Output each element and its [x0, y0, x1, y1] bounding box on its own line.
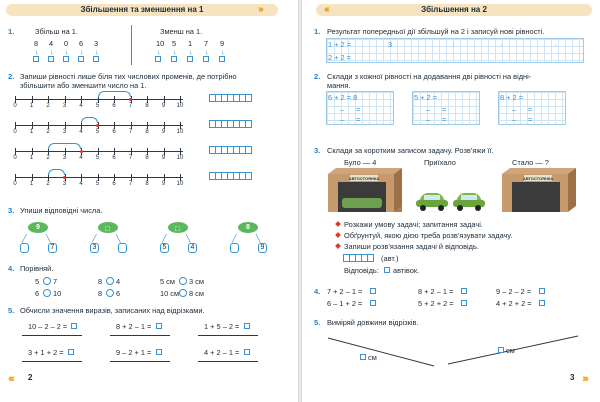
left-page-title: Збільшення та зменшення на 1	[80, 5, 204, 14]
r-task-5-segments	[322, 330, 592, 370]
task-5-number: 5.	[8, 306, 15, 315]
ray-tick	[164, 122, 165, 129]
number-ray	[15, 174, 183, 186]
garage-left-sign: АВТОСТОЯНКА	[348, 176, 380, 181]
r-task-5-text: Виміряй довжини відрізків.	[327, 318, 419, 327]
ray-tick-label: 7	[128, 181, 133, 187]
task-3-number: 3.	[8, 206, 15, 215]
ray-tick	[15, 174, 16, 181]
branch-left-icon: ╱	[92, 234, 97, 243]
right-page-title: Збільшення на 2	[421, 5, 487, 14]
task-1a-answer-box[interactable]	[33, 56, 39, 62]
r-task-4-answer-box[interactable]	[370, 300, 376, 306]
ray-tick-label: 8	[145, 155, 149, 161]
ray-tick	[180, 174, 181, 181]
ray-tick-label: 4	[79, 181, 83, 187]
ray-tick-label: 0	[13, 103, 17, 109]
ray-tick	[131, 174, 132, 181]
r-task-2-minus-sign: –	[512, 115, 517, 124]
r-task-2-minus-sign: –	[426, 115, 431, 124]
r-task-2-minus-sign: –	[340, 115, 345, 124]
ray-tick-label: 5	[95, 155, 100, 161]
oval-empty-square-icon: □	[175, 224, 180, 233]
task-1a-answer-box[interactable]	[63, 56, 69, 62]
ray-tick	[147, 174, 148, 181]
r-task-4-answer-box[interactable]	[370, 288, 376, 294]
arrow-down-icon: ↓	[80, 47, 84, 56]
task-1-divider	[131, 25, 132, 65]
ray-tick	[114, 122, 115, 129]
segment-line	[198, 335, 258, 336]
r-task-2-equals-sign: =	[442, 115, 447, 124]
car-2-icon	[453, 193, 485, 211]
ray-tick	[98, 96, 99, 103]
r-task-3-bullet-1: Розкажи умову задачі; запитання задачі.	[344, 220, 483, 229]
ray-tick-label: 4	[79, 129, 83, 135]
r-task-4-answer-box[interactable]	[539, 288, 545, 294]
task-1b-answer-box[interactable]	[155, 56, 161, 62]
task-1b-value: 1	[188, 39, 193, 48]
r-task-2-equals-sign: =	[528, 115, 533, 124]
ray-tick	[114, 174, 115, 181]
number-ray	[15, 96, 183, 108]
ray-line	[15, 125, 183, 126]
task-1a-answer-box[interactable]	[78, 56, 84, 62]
r-task-2-equation: 6 + 2 = 8	[328, 93, 358, 102]
ray-tick	[180, 96, 181, 103]
task-1a-value: 4	[49, 39, 54, 48]
ray-tick-label: 9	[161, 103, 166, 109]
ray-tick-label: 2	[46, 181, 50, 187]
ray-tick-label: 7	[128, 103, 133, 109]
left-page-number: 2	[28, 373, 33, 382]
compare-left-value: 8	[98, 289, 103, 298]
ray-tick-label: 1	[29, 103, 34, 109]
ray-tick-label: 1	[29, 155, 34, 161]
arrow-down-icon: ↓	[189, 47, 193, 56]
r-task-1-mark-2: ·	[500, 40, 503, 49]
task-1a-answer-box[interactable]	[93, 56, 99, 62]
bullet-icon	[335, 243, 341, 249]
r-task-1-mark-3: ·	[554, 40, 557, 49]
ray-tick-label: 7	[128, 155, 133, 161]
part-box-right[interactable]	[118, 243, 127, 253]
r-task-4-number: 4.	[314, 287, 321, 296]
number-oval[interactable]: 9	[28, 222, 48, 233]
arrow-down-icon: ↓	[173, 47, 177, 56]
ray-tick	[65, 122, 66, 129]
jump-arrow-icon	[48, 143, 81, 149]
compare-right-value: 8 см	[189, 289, 204, 298]
r-task-1-first-result: 3	[388, 40, 393, 49]
ray-tick	[15, 122, 16, 129]
compare-left-value: 10 см	[160, 289, 180, 298]
ray-tick-label: 3	[62, 181, 67, 187]
ray-tick	[48, 148, 49, 155]
r-task-1-text: Результат попередньої дії збільшуй на 2 і записуй нові рівності.	[327, 27, 545, 36]
ray-tick-label: 2	[46, 155, 50, 161]
compare-right-value: 6	[116, 289, 121, 298]
chevron-right-icon: ›››	[582, 373, 587, 385]
r-task-1-mark-1: ·	[452, 40, 455, 49]
task-1b-answer-box[interactable]	[203, 56, 209, 62]
ray-tick	[98, 174, 99, 181]
r-task-3-number: 3.	[314, 146, 321, 155]
chevron-left-icon: ‹‹‹	[8, 373, 13, 385]
ray-tick	[180, 122, 181, 129]
part-box-left[interactable]	[20, 243, 29, 253]
ray-tick	[147, 122, 148, 129]
ray-tick	[32, 122, 33, 129]
ray-tick	[48, 174, 49, 181]
car-1-icon	[416, 193, 448, 211]
task-1b-value: 7	[204, 39, 209, 48]
ray-tick	[81, 174, 82, 181]
r-task-2-minus-sign: –	[426, 105, 431, 114]
branch-right-icon: ╲	[116, 234, 121, 243]
ray-tick-label: 4	[79, 155, 83, 161]
ray-line	[15, 99, 183, 100]
ray-tick-label: 8	[145, 181, 149, 187]
jump-arrow-icon	[48, 169, 65, 175]
arrow-down-icon: ↓	[95, 47, 99, 56]
ray-tick-label: 10	[176, 181, 184, 187]
part-box-right[interactable]: 4	[188, 243, 197, 253]
ray-tick	[147, 148, 148, 155]
compare-right-value: 10	[53, 289, 62, 298]
chevron-right-icon: ›››	[258, 4, 262, 15]
ray-equation-cells[interactable]	[210, 172, 252, 180]
task-1b-value: 9	[220, 39, 225, 48]
ray-tick	[164, 96, 165, 103]
ray-point-icon	[80, 150, 83, 153]
task-2-number: 2.	[8, 72, 15, 81]
compare-right-value: 7	[53, 277, 58, 286]
r-task-3-label-became: Стало — ?	[512, 158, 549, 167]
task-1a-value: 0	[64, 39, 69, 48]
compare-right-value: 3 см	[189, 277, 204, 286]
r-task-4-expression: 9 – 2 – 2 =	[496, 287, 532, 296]
r-task-2-equals-sign: =	[442, 105, 447, 114]
segment-line	[198, 361, 258, 362]
expression-answer-box[interactable]	[68, 349, 74, 355]
arrow-down-icon: ↓	[50, 47, 54, 56]
ray-tick	[65, 96, 66, 103]
ray-tick-label: 5	[95, 103, 100, 109]
r-task-2-equals-sign: =	[528, 105, 533, 114]
task-5-text: Обчисли значення виразів, записаних над відрізками.	[20, 306, 205, 315]
task-3-text: Упиши відповідні числа.	[20, 206, 103, 215]
ray-tick	[147, 96, 148, 103]
task-2-text-line1: Запиши рівності лише біля тих числових променів, де потрібно	[20, 72, 237, 81]
ray-tick-label: 3	[62, 129, 67, 135]
task-1b-answer-box[interactable]	[187, 56, 193, 62]
garage-right-sign: АВТОСТОЯНКА	[522, 176, 554, 181]
ray-point-icon	[63, 176, 66, 179]
ray-tick	[65, 148, 66, 155]
part-box-right[interactable]: 9	[258, 243, 267, 253]
r-task-3-label-arrived: Приїхало	[424, 158, 456, 167]
task-4-text: Порівняй.	[20, 264, 54, 273]
ray-point-icon	[129, 98, 132, 101]
ray-tick-label: 0	[13, 181, 17, 187]
task-1b-value: 5	[172, 39, 177, 48]
r-task-4-expression: 5 + 2 + 2 =	[418, 299, 454, 308]
compare-circle[interactable]	[179, 277, 187, 285]
r-task-1-number: 1.	[314, 27, 321, 36]
compare-left-value: 5	[35, 277, 40, 286]
ray-tick	[48, 122, 49, 129]
expression-text: 9 – 2 + 1 =	[116, 348, 152, 357]
jump-arrow-icon	[98, 91, 131, 97]
task-1a-answer-box[interactable]	[48, 56, 54, 62]
ray-tick-label: 9	[161, 129, 166, 135]
compare-right-value: 4	[116, 277, 121, 286]
r-task-4-answer-box[interactable]	[461, 300, 467, 306]
ray-tick-label: 3	[62, 103, 67, 109]
ray-tick-label: 6	[112, 155, 116, 161]
ray-tick	[81, 96, 82, 103]
oval-empty-square-icon: □	[105, 224, 110, 233]
task-1b-label: Зменш на 1.	[160, 27, 203, 36]
left-page	[0, 0, 298, 402]
right-header-bar	[316, 4, 592, 16]
ray-line	[15, 151, 183, 152]
segment-line	[22, 361, 82, 362]
ray-tick-label: 6	[112, 129, 116, 135]
r-task-2-number: 2.	[314, 72, 321, 81]
r-task-5-unit-1: см	[368, 353, 377, 362]
expression-answer-box[interactable]	[156, 349, 162, 355]
r-task-3-answer-prefix: Відповідь:	[344, 266, 379, 275]
right-page	[302, 0, 600, 402]
arrow-down-icon: ↓	[205, 47, 209, 56]
ray-tick-label: 10	[176, 155, 184, 161]
expression-text: 4 + 2 – 1 =	[204, 348, 240, 357]
r-task-3-bullet-2: Обґрунтуй, якою дією треба розв’язувати задачу.	[344, 231, 513, 240]
part-box-left[interactable]: 3	[90, 243, 99, 253]
segment-line	[110, 361, 170, 362]
r-task-3-label-was: Було — 4	[344, 158, 377, 167]
ray-tick-label: 9	[161, 155, 166, 161]
expression-text: 3 + 1 + 2 =	[28, 348, 64, 357]
part-box-left[interactable]: 5	[160, 243, 169, 253]
right-page-number: 3	[570, 373, 575, 382]
task-1b-answer-box[interactable]	[171, 56, 177, 62]
ray-tick-label: 1	[29, 181, 34, 187]
part-box-left[interactable]	[230, 243, 239, 253]
ray-tick-label: 1	[29, 129, 34, 135]
r-task-5-answer-box-1[interactable]	[360, 354, 366, 360]
expression-text: 10 – 2 – 2 =	[28, 322, 68, 331]
ray-tick-label: 2	[46, 103, 50, 109]
task-1a-value: 3	[94, 39, 99, 48]
expression-text: 8 + 2 – 1 =	[116, 322, 152, 331]
ray-tick	[164, 174, 165, 181]
r-task-2-equals-sign: =	[356, 115, 361, 124]
arrow-down-icon: ↓	[221, 47, 225, 56]
ray-equation-cells[interactable]	[210, 146, 252, 154]
task-4-number: 4.	[8, 264, 15, 273]
task-1b-value: 10	[156, 39, 165, 48]
branch-right-icon: ╲	[46, 234, 51, 243]
arrow-down-icon: ↓	[35, 47, 39, 56]
ray-tick-label: 7	[128, 129, 133, 135]
task-1-number: 1.	[8, 27, 15, 36]
expression-answer-box[interactable]	[244, 349, 250, 355]
ray-tick	[15, 96, 16, 103]
r-task-3-bullet-3: Запиши розв’язання задачі й відповідь.	[344, 242, 479, 251]
ray-tick-label: 0	[13, 129, 17, 135]
ray-tick	[180, 148, 181, 155]
r-task-3-solution-cells[interactable]	[344, 254, 374, 262]
r-task-5-answer-box-2[interactable]	[498, 347, 504, 353]
compare-circle[interactable]	[43, 289, 51, 297]
arrow-down-icon: ↓	[157, 47, 161, 56]
branch-left-icon: ╱	[162, 234, 167, 243]
r-task-5-unit-2: см	[506, 346, 515, 355]
r-task-1-second-eq: 2 + 2 =	[328, 53, 352, 62]
expression-text: 1 + 5 – 2 =	[204, 322, 240, 331]
ray-tick-label: 6	[112, 103, 116, 109]
compare-circle[interactable]	[43, 277, 51, 285]
bullet-icon	[335, 232, 341, 238]
r-task-3-illustration	[324, 166, 594, 214]
r-task-3-answer-suffix: автівок.	[393, 266, 420, 275]
ray-tick	[32, 174, 33, 181]
ray-tick-label: 10	[176, 103, 184, 109]
r-task-2-equation: 5 + 2 =	[414, 93, 438, 102]
segment-1	[328, 338, 434, 366]
ray-tick-label: 5	[95, 181, 100, 187]
segment-line	[22, 335, 82, 336]
r-task-2-minus-sign: –	[512, 105, 517, 114]
expression-answer-box[interactable]	[244, 323, 250, 329]
expression-answer-box[interactable]	[71, 323, 77, 329]
segment-line	[110, 335, 170, 336]
r-task-4-answer-box[interactable]	[539, 300, 545, 306]
r-task-4-expression: 4 + 2 + 2 =	[496, 299, 532, 308]
garage-left-icon	[328, 168, 402, 212]
ray-tick-label: 9	[161, 181, 166, 187]
ray-tick-label: 0	[13, 155, 17, 161]
r-task-4-answer-box[interactable]	[461, 288, 467, 294]
task-2-text-line2: збільшити або зменшити число на 1.	[20, 81, 147, 90]
r-task-2-equation: 8 + 2 =	[500, 93, 524, 102]
chevron-left-icon: ‹‹‹	[324, 4, 328, 15]
ray-tick	[98, 148, 99, 155]
ray-tick	[32, 148, 33, 155]
bullet-icon	[335, 221, 341, 227]
ray-equation-cells[interactable]	[210, 94, 252, 102]
r-task-2-text-line1: Склади з кожної рівності на додавання дві рівності на відні-	[327, 72, 532, 81]
compare-left-value: 5 см	[160, 277, 175, 286]
ray-tick	[131, 148, 132, 155]
r-task-2-text-line2: мання.	[327, 81, 351, 90]
r-task-3-answer-box[interactable]	[384, 267, 390, 273]
r-task-4-expression: 8 + 2 – 1 =	[418, 287, 454, 296]
ray-tick-label: 3	[62, 155, 67, 161]
number-ray	[15, 148, 183, 160]
r-task-3-unit: (авт.)	[381, 254, 399, 263]
branch-left-icon: ╱	[22, 234, 27, 243]
ray-tick	[114, 148, 115, 155]
ray-line	[15, 177, 183, 178]
ray-tick	[48, 96, 49, 103]
number-oval[interactable]: 8	[238, 222, 258, 233]
r-task-1-first-eq: 1 + 2 =	[328, 40, 352, 49]
ray-tick	[131, 122, 132, 129]
ray-tick-label: 2	[46, 129, 50, 135]
task-1b-answer-box[interactable]	[219, 56, 225, 62]
ray-tick-label: 10	[176, 129, 184, 135]
r-task-4-expression: 7 + 2 – 1 =	[327, 287, 363, 296]
number-ray	[15, 122, 183, 134]
compare-circle[interactable]	[106, 277, 114, 285]
branch-right-icon: ╲	[186, 234, 191, 243]
compare-left-value: 8	[98, 277, 103, 286]
part-box-right[interactable]: 7	[48, 243, 57, 253]
ray-tick-label: 4	[79, 103, 83, 109]
arrow-down-icon: ↓	[65, 47, 69, 56]
ray-tick-label: 8	[145, 129, 149, 135]
r-task-1-grid[interactable]	[326, 38, 584, 63]
ray-tick-label: 6	[112, 181, 116, 187]
r-task-4-expression: 6 – 1 + 2 =	[327, 299, 363, 308]
ray-tick	[15, 148, 16, 155]
ray-tick	[32, 96, 33, 103]
compare-circle[interactable]	[106, 289, 114, 297]
ray-point-icon	[96, 124, 99, 127]
task-1a-value: 8	[34, 39, 39, 48]
compare-circle[interactable]	[179, 289, 187, 297]
ray-tick-label: 8	[145, 103, 149, 109]
r-task-2-equals-sign: =	[356, 105, 361, 114]
branch-left-icon: ╱	[232, 234, 237, 243]
ray-tick	[164, 148, 165, 155]
left-header-bar	[6, 4, 278, 16]
branch-right-icon: ╲	[256, 234, 261, 243]
ray-equation-cells[interactable]	[210, 120, 252, 128]
ray-tick	[81, 122, 82, 129]
compare-left-value: 6	[35, 289, 40, 298]
task-1a-label: Збільш на 1.	[35, 27, 78, 36]
ray-tick	[114, 96, 115, 103]
r-task-2-minus-sign: –	[340, 105, 345, 114]
task-1a-value: 6	[79, 39, 84, 48]
r-task-3-text: Склади за коротким записом задачу. Розв’яжи її.	[327, 146, 494, 155]
garage-right-icon	[502, 168, 576, 212]
jump-arrow-icon	[81, 117, 98, 123]
ray-tick-label: 5	[95, 129, 100, 135]
expression-answer-box[interactable]	[156, 323, 162, 329]
r-task-5-number: 5.	[314, 318, 321, 327]
